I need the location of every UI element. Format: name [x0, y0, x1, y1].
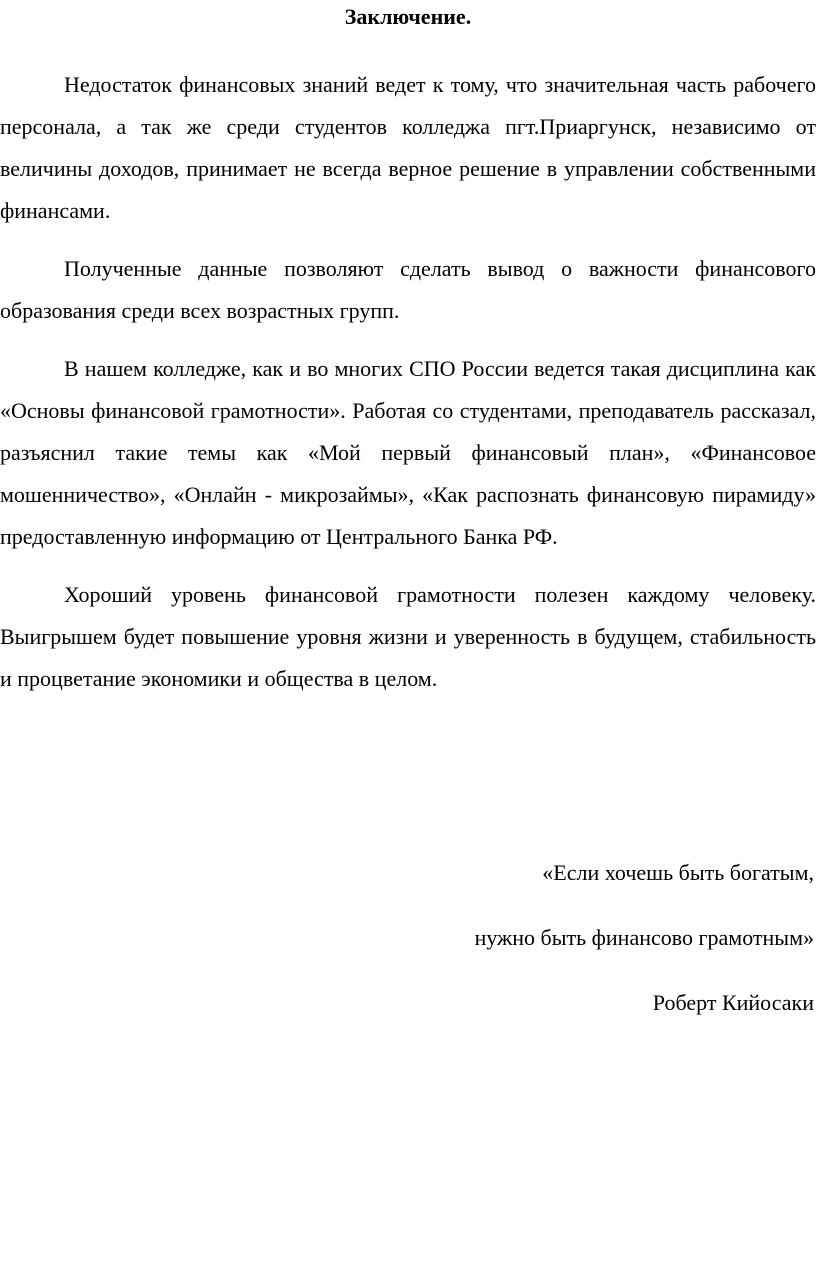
paragraph-1: Недостаток финансовых знаний ведет к тому, что значительная часть рабочего персонала, а так же среди студентов колледжа пгт.Приаргунск, независимо от величины доходов, принимает не всегда верное решение в управлении собственными финансами.: [0, 72, 816, 223]
quote-line-2: нужно быть финансово грамотным»: [474, 925, 814, 950]
quote-line-1: «Если хочешь быть богатым,: [542, 860, 814, 885]
document-body: [0, 64, 816, 700]
document-title: Заключение.: [344, 4, 472, 29]
paragraph-3: В нашем колледже, как и во многих СПО России ведется такая дисциплина как «Основы финансовой грамотности». Работая со студентами, преподаватель рассказал, разъяснил такие темы как «Мой первый финансовый план», «Финансовое мошенничество», «Онлайн - микрозаймы», «Как распознать финансовую пирамиду» предоставленную информацию от Центрального Банка РФ.: [0, 356, 816, 549]
quote-author: Роберт Кийосаки: [652, 990, 814, 1015]
paragraph-2: Полученные данные позволяют сделать вывод о важности финансового образования среди всех возрастных групп.: [0, 256, 816, 323]
epigraph-quote: [214, 858, 814, 1018]
paragraph-4: Хороший уровень финансовой грамотности полезен каждому человеку. Выигрышем будет повышение уровня жизни и уверенность в будущем, стабильность и процветание экономики и общества в целом.: [0, 582, 816, 691]
